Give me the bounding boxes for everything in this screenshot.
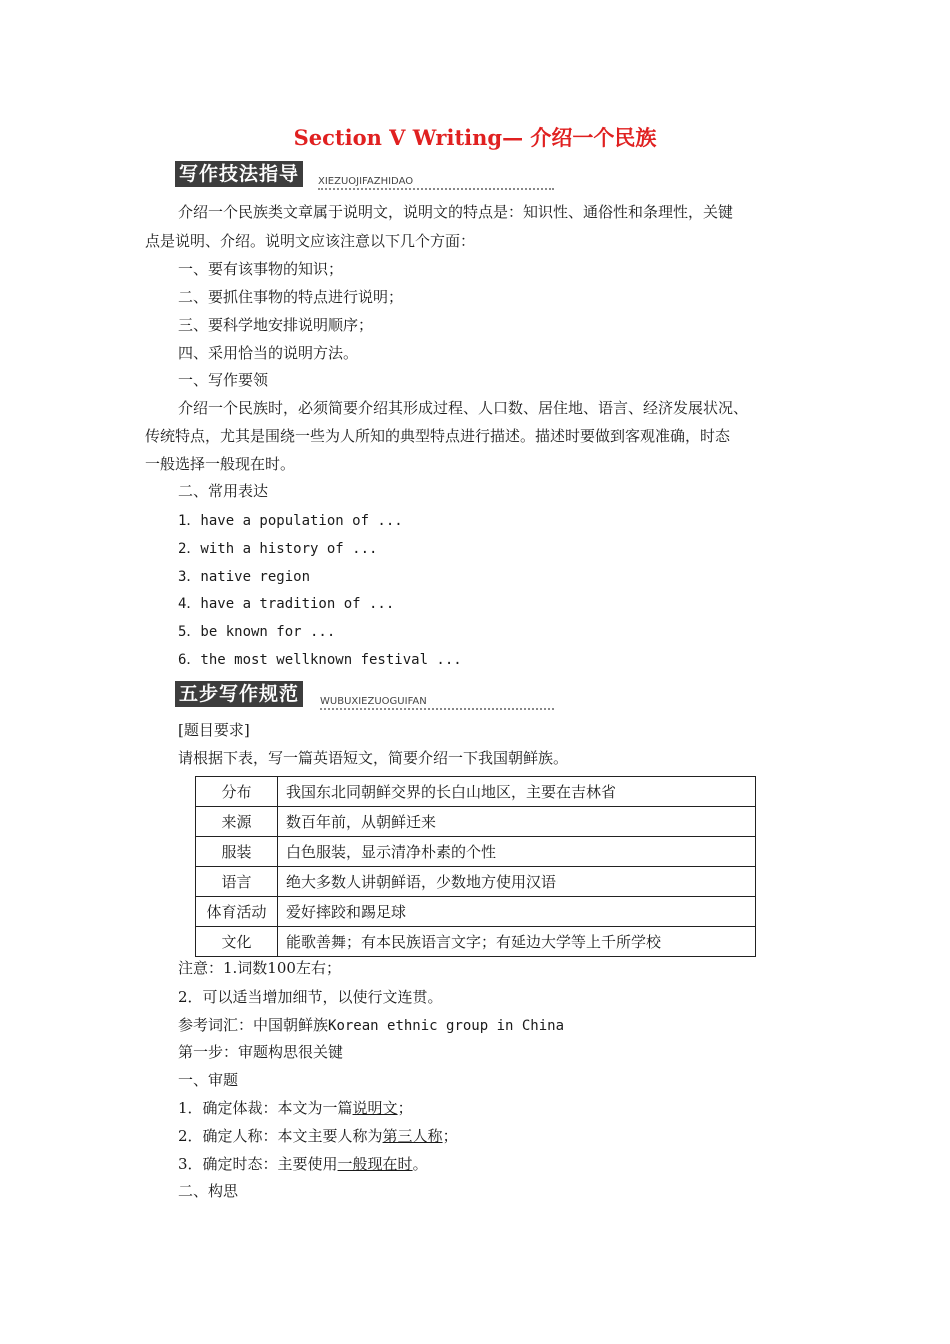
table-value-cell: 数百年前，从朝鲜迁来: [278, 807, 756, 837]
note-line: 2．可以适当增加细节，以使行文连贯。: [178, 988, 443, 1006]
list-item: 一、要有该事物的知识；: [178, 260, 344, 278]
table-value-cell: 爱好摔跤和踢足球: [278, 897, 756, 927]
table-key-cell: 语言: [196, 867, 278, 897]
table-key-cell: 体育活动: [196, 897, 278, 927]
table-row: [196, 777, 756, 807]
review-answer: 第三人称: [382, 1127, 443, 1145]
dotted-divider: [320, 708, 554, 710]
review-item: [178, 1154, 428, 1174]
table-row: [196, 807, 756, 837]
subheading: 二、常用表达: [178, 482, 269, 500]
review-item: [178, 1098, 413, 1118]
intro-paragraph-line: 点是说明、介绍。说明文应该注意以下几个方面：: [145, 232, 476, 250]
expression-item: 1．have a population of ...: [178, 513, 403, 529]
vocab-label: 参考词汇：中国朝鲜族: [178, 1016, 329, 1034]
table-value-cell: 我国东北同朝鲜交界的长白山地区，主要在吉林省: [278, 777, 756, 807]
expression-item: 2．with a history of ...: [178, 541, 378, 557]
review-prefix: 1．确定体裁：本文为一篇: [178, 1099, 353, 1117]
expression-item: 5．be known for ...: [178, 624, 336, 640]
review-answer: 说明文: [352, 1099, 398, 1117]
table-value-cell: 白色服装，显示清净朴素的个性: [278, 837, 756, 867]
vocab-line: [178, 1015, 564, 1036]
subheading: 一、写作要领: [178, 371, 269, 389]
list-item: 二、要抓住事物的特点进行说明；: [178, 288, 404, 306]
dotted-divider: [318, 188, 554, 190]
table-row: [196, 837, 756, 867]
table-key-cell: 来源: [196, 807, 278, 837]
task-heading: [题目要求]: [178, 721, 250, 739]
table-row: [196, 867, 756, 897]
task-text: 请根据下表，写一篇英语短文，简要介绍一下我国朝鲜族。: [178, 749, 569, 767]
table-key-cell: 服装: [196, 837, 278, 867]
paragraph-line: 一般选择一般现在时。: [145, 455, 296, 473]
review-item: [178, 1126, 458, 1146]
subheading: 二、构思: [178, 1182, 239, 1200]
table-key-cell: 分布: [196, 777, 278, 807]
table-value-cell: 绝大多数人讲朝鲜语，少数地方使用汉语: [278, 867, 756, 897]
expression-item: 3．native region: [178, 569, 311, 585]
table-value-cell: 能歌善舞；有本民族语言文字；有延边大学等上千所学校: [278, 927, 756, 957]
review-prefix: 3．确定时态：主要使用: [178, 1155, 338, 1173]
review-answer: 一般现在时: [337, 1155, 413, 1173]
subheading: 一、审题: [178, 1071, 239, 1089]
review-suffix: 。: [412, 1155, 428, 1173]
table-key-cell: 文化: [196, 927, 278, 957]
paragraph-line: 介绍一个民族时，必须简要介绍其形成过程、人口数、居住地、语言、经济发展状况、: [178, 399, 749, 417]
expression-item: 6．the most wellknown festival ...: [178, 652, 462, 668]
step-heading: 第一步：审题构思很关键: [178, 1043, 344, 1061]
section-banner-writing-skills: 写作技法指导: [175, 161, 303, 187]
table-row: [196, 897, 756, 927]
section-banner-subtitle: XIEZUOJIFAZHIDAO: [318, 176, 414, 187]
list-item: 三、要科学地安排说明顺序；: [178, 316, 374, 334]
note-line: 注意：1.词数100左右；: [178, 959, 341, 977]
review-suffix: ；: [442, 1127, 458, 1145]
section-banner-five-steps: 五步写作规范: [175, 681, 303, 707]
review-suffix: ；: [397, 1099, 413, 1117]
paragraph-line: 传统特点，尤其是围绕一些为人所知的典型特点进行描述。描述时要做到客观准确，时态: [145, 427, 731, 445]
list-item: 四、采用恰当的说明方法。: [178, 344, 359, 362]
table-row: [196, 927, 756, 957]
section-banner-subtitle: WUBUXIEZUOGUIFAN: [320, 696, 427, 707]
info-table: [195, 776, 756, 957]
page-title: Section Ⅴ Writing— 介绍一个民族: [293, 125, 657, 150]
vocab-english: Korean ethnic group in China: [328, 1018, 565, 1034]
expression-item: 4．have a tradition of ...: [178, 596, 395, 612]
intro-paragraph-line: 介绍一个民族类文章属于说明文，说明文的特点是：知识性、通俗性和条理性，关键: [178, 203, 734, 221]
review-prefix: 2．确定人称：本文主要人称为: [178, 1127, 383, 1145]
